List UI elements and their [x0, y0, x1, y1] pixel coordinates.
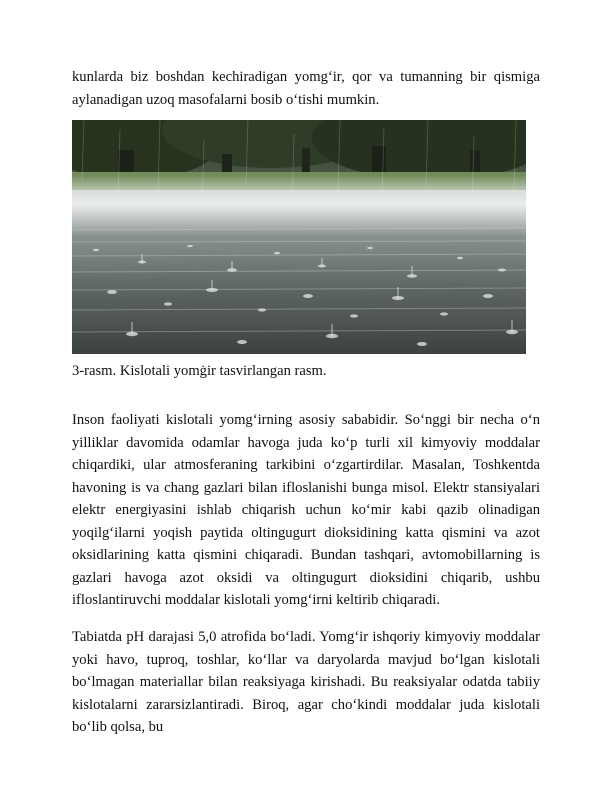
body-paragraph-intro: kunlarda biz boshdan kechiradigan yomg‘ir, qor va tumanning bir qismiga aylanadigan uzoq masofalarni bosib o‘tishi mumkin. [72, 69, 540, 108]
rain-photo-illustration [72, 120, 526, 354]
figure-caption: 3-rasm. Kislotali yomġir tasvirlangan rasm. [72, 363, 327, 379]
body-paragraph-causes: Inson faoliyati kislotali yomg‘irning asosiy sababidir. So‘nggi bir necha o‘n yilliklar davomida odamlar havoga juda ko‘p turli xil kimyoviy moddalar chiqardiki, ular atmosferaning tarkibini o‘zgartirdilar. Masalan, Toshkentda havoning is va chang gazlari bilan ifloslanishi bunga misol. Elektr stansiyalari elektr energiyasini ishlab chiqarish uchun ko‘mir kabi qazib olinadigan yoqilg‘ilarni yoqish paytida oltingugurt dioksidining katta qismini va azot oksidlarining katta qismini chiqaradi. Bundan tashqari, avtomobillarning is gazlari havoga azot oksidi va oltingugurt dioksidini chiqarib, ushbu ifloslantiruvchi moddalar kislotali yomg‘irni keltirib chiqaradi. [72, 412, 540, 608]
body-paragraph-ph: Tabiatda pH darajasi 5,0 atrofida bo‘ladi. Yomg‘ir ishqoriy kimyoviy moddalar yoki havo, tuproq, toshlar, ko‘llar va daryolarda mavjud bo‘lgan kislotali bo‘lmagan materiallar bilan reaksiyaga kirishadi. Bu reaksiyalar odatda tabiiy kislotalarni zararsizlantiradi. Biroq, agar cho‘kindi moddalar juda kislotali bo‘lib qolsa, bu [72, 629, 540, 735]
rain-photo [72, 120, 526, 354]
